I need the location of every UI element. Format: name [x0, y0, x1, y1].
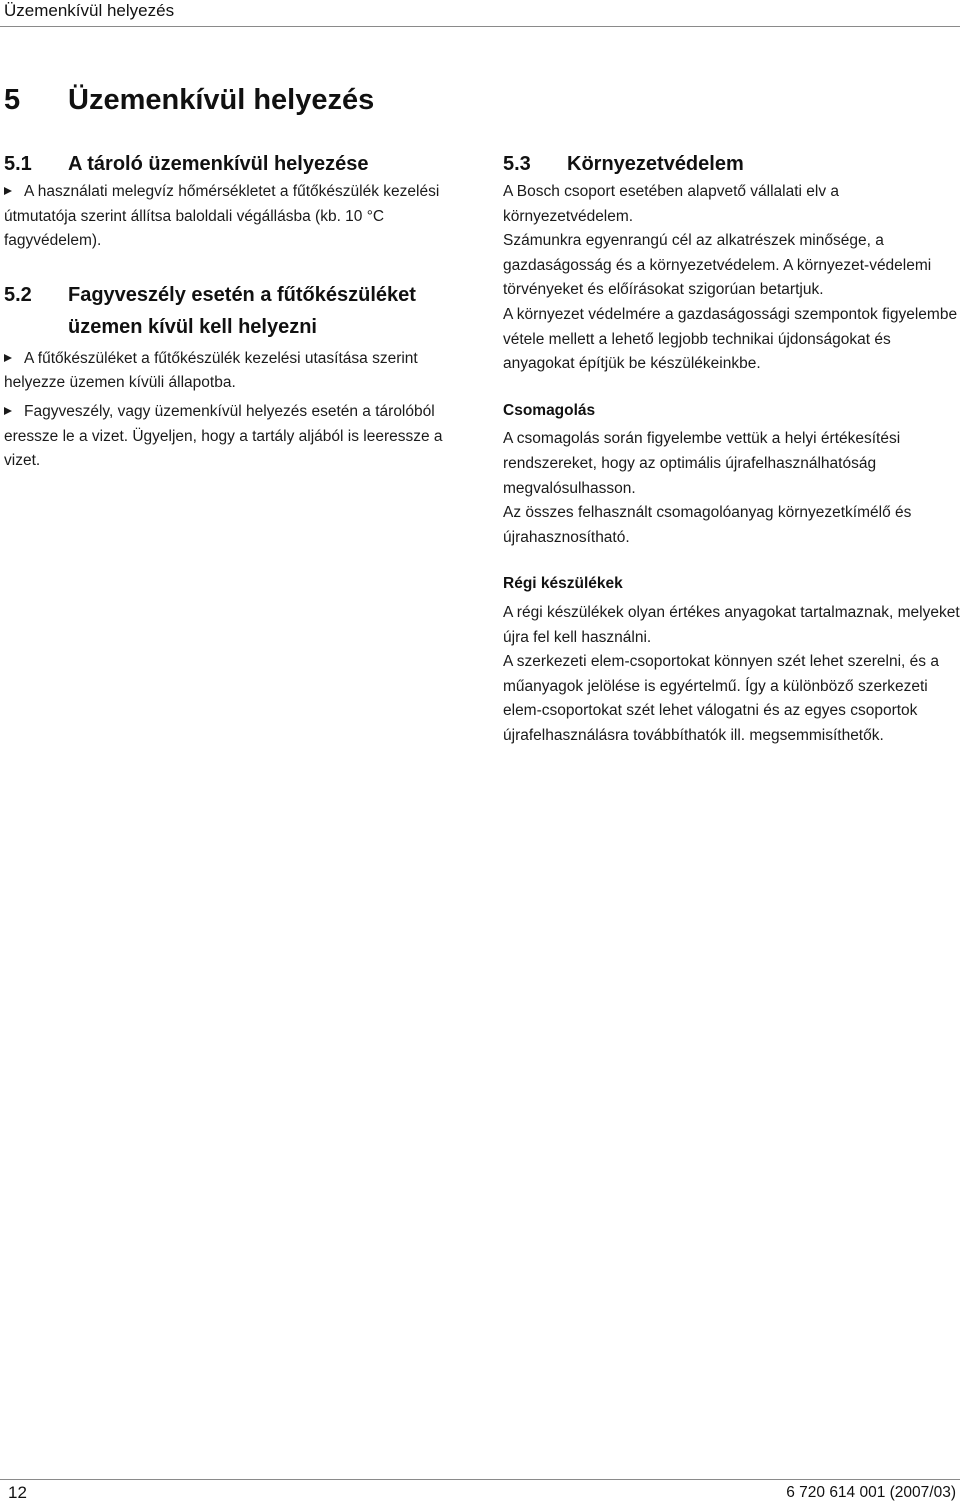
bullet-text: A fűtőkészüléket a fűtőkészülék kezelési utasítása szerint helyezze üzemen kívüli állapotba.	[4, 349, 418, 392]
section-title: A tároló üzemenkívül helyezése	[68, 153, 369, 175]
section-number: 5.2	[4, 283, 32, 306]
chapter-number: 5	[4, 84, 21, 116]
section-title: Környezetvédelem	[567, 153, 744, 175]
section-number: 5.1	[4, 153, 32, 175]
triangle-bullet-icon	[4, 187, 12, 195]
subheading-old-devices: Régi készülékek	[503, 575, 623, 593]
paragraph: Az összes felhasznált csomagolóanyag környezetkímélő és újrahasznosítható.	[503, 504, 912, 546]
paragraph: A szerkezeti elem-csoportokat könnyen szét lehet szerelni, és a műanyagok jelölése is egyértelmű. Így a különböző szerkezeti elem-csoportokat szét lehet válogatni és az egyes csoportok újrafelhasználásra továbbíthatók ill. megsemmisíthetők.	[503, 653, 939, 744]
section-title-line-1: Fagyveszély esetén a fűtőkészüléket	[68, 283, 416, 306]
bullet-item	[4, 400, 466, 474]
left-column	[4, 148, 466, 474]
section-5-1-heading	[4, 148, 466, 180]
paragraph: A Bosch csoport esetében alapvető vállalati elv a környezetvédelem.	[503, 183, 840, 225]
running-header: Üzemenkívül helyezés	[4, 1, 175, 20]
triangle-bullet-icon	[4, 407, 12, 415]
triangle-bullet-icon	[4, 354, 12, 362]
paragraph: A környezet védelmére a gazdaságossági szempontok figyelembe vétele mellett a lehető legjobb technikai újdonságokat és anyagokat építjük be készülékeinkbe.	[503, 305, 958, 373]
chapter-title-text: Üzemenkívül helyezés	[68, 84, 375, 116]
bullet-text: Fagyveszély, vagy üzemenkívül helyezés esetén a tárolóból eressze le a vizet. Ügyeljen, hogy a tartály aljából is leeressze a vizet.	[4, 402, 443, 470]
right-column	[503, 148, 960, 748]
document-code: 6 720 614 001 (2007/03)	[786, 1484, 956, 1501]
bullet-item	[4, 347, 466, 396]
subheading-packaging: Csomagolás	[503, 401, 596, 419]
paragraph: A régi készülékek olyan értékes anyagokat tartalmaznak, melyeket újra fel kell használni.	[503, 603, 960, 646]
footer-rule	[0, 1479, 960, 1480]
section-5-3-heading	[503, 148, 960, 180]
bullet-item	[4, 180, 466, 254]
header-rule	[0, 26, 960, 27]
section-5-2-heading	[4, 279, 466, 343]
paragraph: A csomagolás során figyelembe vettük a helyi értékesítési rendszereket, hogy az optimális újrafelhasználhatóság megvalósulhasson.	[503, 430, 901, 497]
page-number: 12	[8, 1483, 27, 1502]
chapter-title	[4, 80, 374, 120]
section-title-line-2: üzemen kívül kell helyezni	[68, 315, 317, 338]
paragraph: Számunkra egyenrangú cél az alkatrészek minősége, a gazdaságosság és a környezetvédelem. A környezet-védelemi törvényeket és előírásokat szigorúan betartjuk.	[503, 232, 932, 299]
section-number: 5.3	[503, 153, 531, 175]
bullet-text: A használati melegvíz hőmérsékletet a fűtőkészülék kezelési útmutatója szerint állítsa baloldali végállásba (kb. 10 °C fagyvédelem).	[4, 183, 440, 250]
